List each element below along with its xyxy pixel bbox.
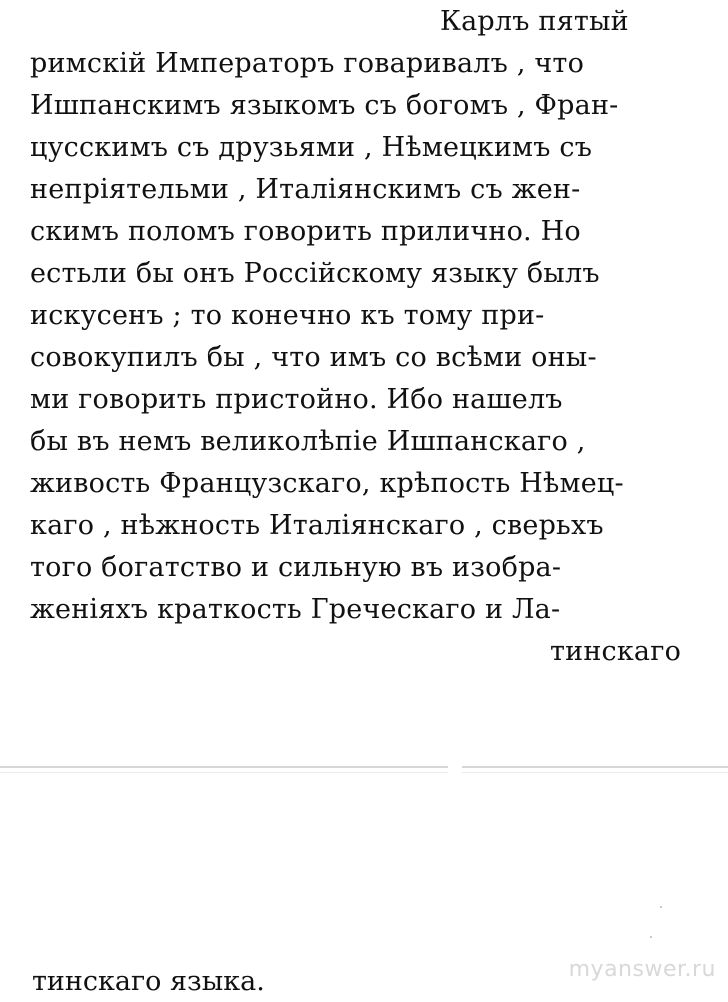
continuation-line: тинскаго языка. — [32, 966, 265, 997]
text-line: скимъ поломъ говорить прилично. Но — [30, 216, 581, 247]
text-line: искусенъ ; то конечно къ тому при- — [30, 300, 545, 331]
page-divider-shadow-right — [462, 772, 728, 773]
text-line: совокупилъ бы , что имъ со всѣми оны- — [30, 342, 597, 373]
text-line: непріятельми , Италіянскимъ съ жен- — [30, 174, 581, 205]
text-line: римскій Императоръ говаривалъ , что — [30, 48, 585, 79]
page-divider-shadow-left — [0, 772, 448, 773]
catchword: тинскаго — [550, 636, 682, 667]
text-line: живость Французскаго, крѣпость Нѣмец- — [30, 468, 624, 499]
text-line: Ишпанскимъ языкомъ съ богомъ , Фран- — [30, 90, 619, 121]
page-divider-left — [0, 766, 448, 768]
text-line: того богатство и сильную въ изобра- — [30, 552, 562, 583]
text-line: ми говорить пристойно. Ибо нашелъ — [30, 384, 563, 415]
text-line: бы въ немъ великолѣпіе Ишпанскаго , — [30, 426, 586, 457]
page-divider-right — [462, 766, 728, 768]
text-line: цусскимъ съ друзьями , Нѣмецкимъ съ — [30, 132, 593, 163]
scan-speck — [660, 906, 662, 908]
text-line: женіяхъ краткость Греческаго и Ла- — [30, 594, 561, 625]
text-line: естьли бы онъ Россійскому языку былъ — [30, 258, 600, 289]
text-line: каго , нѣжность Италіянскаго , сверьхъ — [30, 510, 604, 541]
scan-speck — [650, 936, 652, 938]
site-watermark: myanswer.ru — [568, 957, 716, 982]
text-line: Карлъ пятый — [440, 6, 629, 37]
